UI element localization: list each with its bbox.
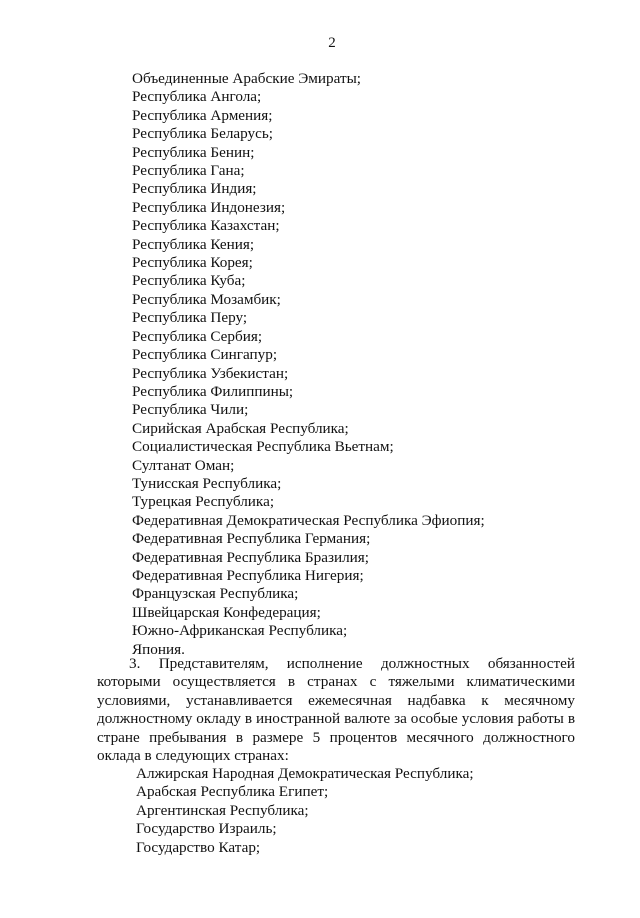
list-item: Республика Бенин; [132,143,255,161]
list-item: Государство Катар; [136,838,261,856]
list-item: Сирийская Арабская Республика; [132,419,349,437]
list-item: Республика Филиппины; [132,382,294,400]
list-item: Республика Перу; [132,309,248,327]
list-item: Республика Кения; [132,235,255,253]
list-item: Тунисская Республика; [132,474,282,492]
list-item: Султанат Оман; [132,456,235,474]
list-item: Аргентинская Республика; [136,801,309,819]
list-item: Республика Мозамбик; [132,290,281,308]
list-item: Республика Ангола; [132,88,262,106]
list-item: Республика Казахстан; [132,217,280,235]
countries-list-2 [136,765,474,857]
list-item: Республика Корея; [132,254,253,272]
list-item: Швейцарская Конфедерация; [132,603,321,621]
list-item: Южно-Африканская Республика; [132,622,348,640]
list-item: Турецкая Республика; [132,493,275,511]
list-item: Республика Чили; [132,401,249,419]
list-item: Алжирская Народная Демократическая Республика; [136,765,474,782]
list-item: Республика Индонезия; [132,198,286,216]
list-item: Республика Индия; [132,180,257,198]
list-item: Республика Сербия; [132,327,263,345]
list-item: Япония. [132,640,185,658]
list-item: Французская Республика; [132,585,299,603]
list-item: Федеративная Демократическая Республика Эфиопия; [132,511,485,529]
list-item: Социалистическая Республика Вьетнам; [132,438,394,456]
list-item: Республика Куба; [132,272,246,290]
countries-list-1 [132,70,485,659]
page-number: 2 [328,35,336,51]
list-item: Федеративная Республика Бразилия; [132,548,369,566]
list-item: Республика Беларусь; [132,125,274,143]
list-item: Республика Сингапур; [132,346,278,364]
list-item: Республика Узбекистан; [132,364,289,382]
paragraph-3: 3. Представителям, исполнение должностных обязанностей которыми осуществляется в странах с тяжелыми климатическими условиями, устанавливается ежемесячная надбавка к месячному должностному окладу в иностранной валюте за особые условия работы в стране пребывания в размере 5 процентов месячного должностного оклада в следующих странах: [97,655,575,765]
list-item: Республика Армения; [132,106,273,124]
list-item: Федеративная Республика Германия; [132,530,371,548]
list-item: Федеративная Республика Нигерия; [132,566,364,584]
list-item: Республика Гана; [132,162,245,180]
list-item: Арабская Республика Египет; [136,783,329,801]
list-item: Объединенные Арабские Эмираты; [132,70,362,87]
list-item: Государство Израиль; [136,820,277,838]
